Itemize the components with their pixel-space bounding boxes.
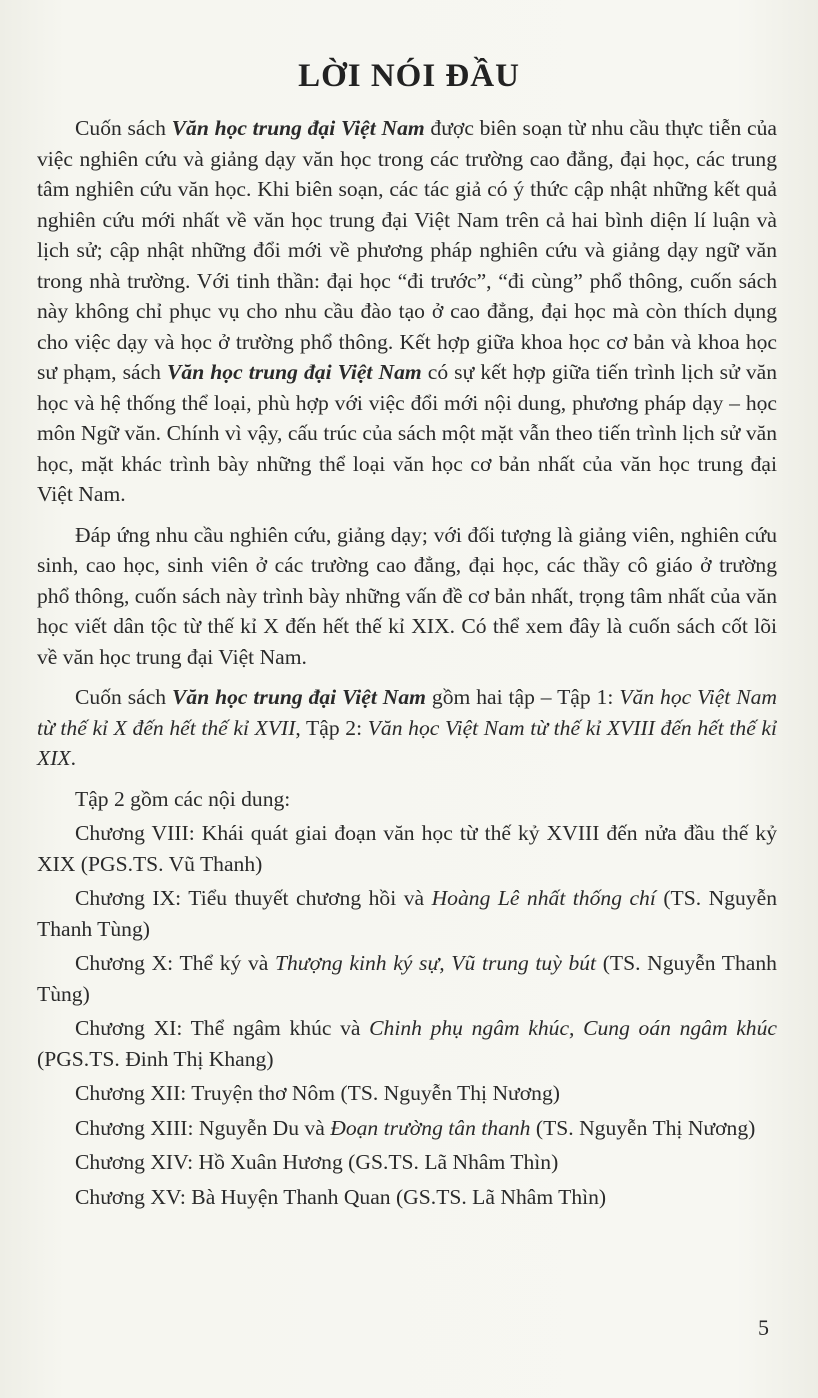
paragraph-contents-intro: Tập 2 gồm các nội dung: — [75, 786, 291, 811]
chapter-item — [37, 1113, 777, 1144]
text-run: Cuốn sách — [75, 685, 172, 709]
chapter-text: Chương IX: Tiểu thuyết chương hồi và — [75, 886, 432, 910]
work-title: Hoàng Lê nhất thống chí — [431, 886, 656, 910]
chapter-author: (PGS.TS. Đinh Thị Khang) — [37, 1046, 274, 1071]
book-title: Văn học trung đại Việt Nam — [167, 360, 422, 384]
chapter-item — [37, 1182, 777, 1213]
text-run: được biên soạn từ nhu cầu thực tiễn của việc nghiên cứu và giảng dạy văn học trong các trường cao đẳng, đại học, các trung tâm nghiên cứu văn học. Khi biên soạn, các tác giả có ý thức cập nhật những kết quả nghiên cứu mới nhất về văn học trung đại Việt Nam trên cả hai bình diện lí luận và lịch sử; cập nhật những đổi mới về phương pháp nghiên cứu và giảng dạy ngữ văn trong nhà trường. Với tinh thần: đại học “đi trước”, “đi cùng” phổ thông, cuốn sách này không chỉ phục vụ cho nhu cầu đào tạo ở cao đẳng, đại học mà còn thích dụng cho việc dạy và học ở trường phổ thông. Kết hợp giữa khoa học cơ bản và khoa học sư phạm, sách — [37, 116, 777, 384]
volume-1-title: Văn học Việt Nam từ thế kỉ X đến hết thế kỉ XVII — [37, 685, 778, 740]
chapter-text: Chương XII: Truyện thơ Nôm (TS. Nguyễn Thị Nương) — [75, 1081, 560, 1105]
book-title: Văn học trung đại Việt Nam — [172, 685, 426, 709]
chapter-text: Chương XIV: Hồ Xuân Hương (GS.TS. Lã Nhâm Thìn) — [75, 1150, 559, 1174]
work-title: Chinh phụ ngâm khúc, Cung oán ngâm khúc — [369, 1016, 777, 1040]
chapter-text: Chương XIII: Nguyễn Du và — [75, 1115, 331, 1140]
chapter-item — [37, 883, 777, 944]
chapter-author: (TS. Nguyễn Thanh Tùng) — [37, 951, 777, 1006]
chapter-item — [37, 1013, 777, 1074]
chapter-text: Chương XI: Thể ngâm khúc và — [75, 1016, 370, 1040]
text-run: gồm hai tập – Tập 1: — [425, 685, 620, 709]
paragraph-audience: Đáp ứng nhu cầu nghiên cứu, giảng dạy; với đối tượng là giảng viên, nghiên cứu sinh, cao học, sinh viên ở các trường cao đẳng, đại học, các thầy cô giáo ở trường phổ thông, cuốn sách này trình bày những vấn đề cơ bản nhất, trọng tâm nhất của văn học viết dân tộc từ thế kỉ X đến hết thế kỉ XIX. Có thể xem đây là cuốn sách cốt lõi về văn học trung đại Việt Nam. — [37, 522, 777, 669]
page-body — [37, 113, 777, 1216]
paragraph-intro — [37, 113, 777, 510]
chapter-item — [37, 818, 777, 879]
text-run: Cuốn sách — [75, 116, 172, 140]
chapter-text: Chương X: Thể ký và — [75, 951, 275, 975]
chapter-text: Chương XV: Bà Huyện Thanh Quan (GS.TS. Lã Nhâm Thìn) — [75, 1184, 607, 1209]
book-title: Văn học trung đại Việt Nam — [171, 116, 425, 140]
text-run: , Tập 2: — [295, 715, 368, 740]
work-title: Thượng kinh ký sự, Vũ trung tuỳ bút — [275, 951, 597, 975]
chapter-item — [37, 948, 777, 1009]
paragraph-volumes — [37, 682, 777, 774]
chapter-item — [37, 1078, 777, 1109]
work-title: Đoạn trường tân thanh — [330, 1115, 531, 1140]
text-run: . — [70, 746, 76, 770]
page-number: 5 — [758, 1315, 769, 1340]
chapter-item — [37, 1147, 777, 1178]
text-run: có sự kết hợp giữa tiến trình lịch sử văn học và hệ thống thể loại, phù hợp với việc đổi mới nội dung, phương pháp dạy – học môn Ngữ văn. Chính vì vậy, cấu trúc của sách một mặt vẫn theo tiến trình lịch sử văn học, mặt khác trình bày những thể loại văn học cơ bản nhất của văn học trung đại Việt Nam. — [37, 360, 778, 506]
chapter-author: (TS. Nguyễn Thị Nương) — [530, 1115, 756, 1140]
page-title: LỜI NÓI ĐẦU — [298, 58, 520, 94]
volume-2-title: Văn học Việt Nam từ thế kỉ XVIII đến hết thế kỉ XIX — [37, 715, 778, 770]
chapter-author: (TS. Nguyễn Thanh Tùng) — [37, 886, 777, 941]
chapter-text: Chương VIII: Khái quát giai đoạn văn học từ thế kỷ XVIII đến nửa đầu thế kỷ XIX (PGS.TS. Vũ Thanh) — [37, 821, 777, 876]
